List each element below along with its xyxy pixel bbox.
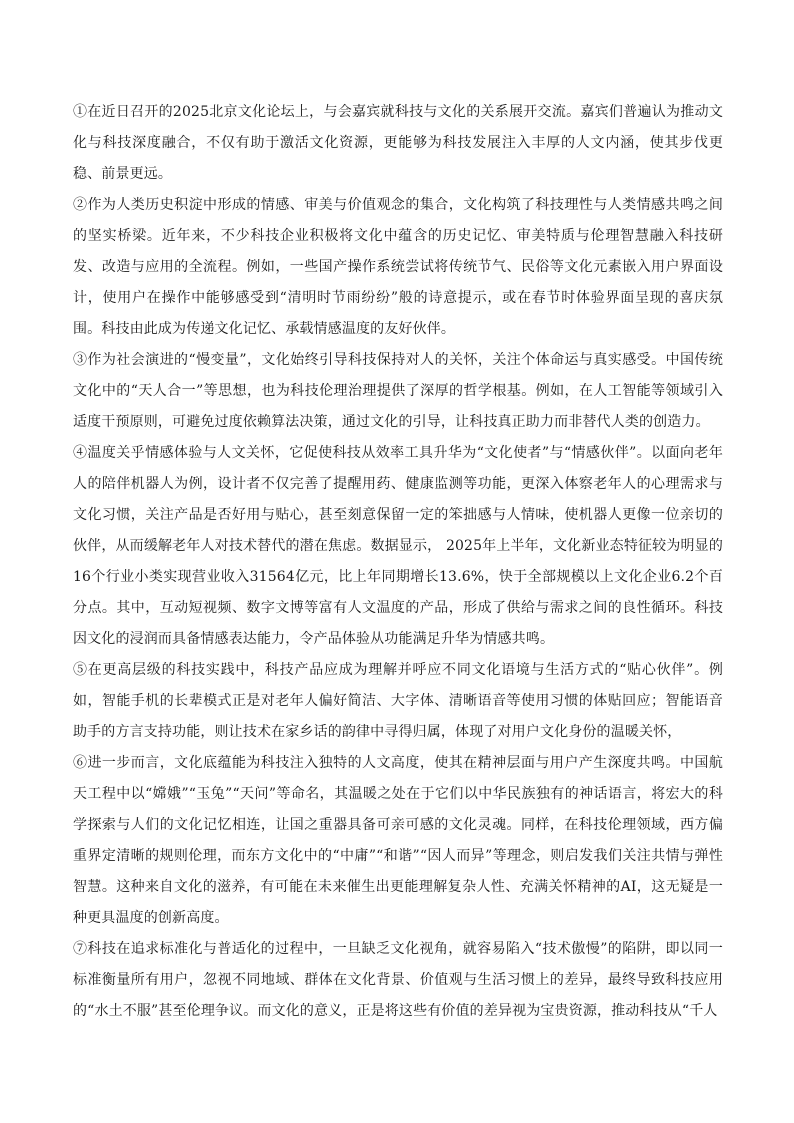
paragraph-7: ⑦科技在追求标准化与普适化的过程中，一旦缺乏文化视角，就容易陷入“技术傲慢”的陷阱，即以同一标准衡量所有用户，忽视不同地域、群体在文化背景、价值观与生活习惯上的差异，最终导致科技应用的“水土不服”甚至伦理争议。而文化的意义，正是将这些有价值的差异视为宝贵资源，推动科技从“千人 [73, 941, 723, 1019]
document-body [73, 97, 723, 1027]
paragraph-3: ③作为社会演进的“慢变量”，文化始终引导科技保持对人的关怀，关注个体命运与真实感受。中国传统文化中的“天人合一”等思想，也为科技伦理治理提供了深厚的哲学根基。例如，在人工智能等领域引入适度干预原则，可避免过度依赖算法决策，通过文化的引导，让科技真正助力而非替代人类的创造力。 [73, 352, 723, 430]
paragraph-5: ⑤在更高层级的科技实践中，科技产品应成为理解并呼应不同文化语境与生活方式的“贴心伙伴”。例如，智能手机的长辈模式正是对老年人偏好简洁、大字体、清晰语音等使用习惯的体贴回应；智能语音助手的方言支持功能，则让技术在家乡话的韵律中寻得归属，体现了对用户文化身份的温暖关怀， [73, 662, 723, 740]
paragraph-1: ①在近日召开的2025北京文化论坛上，与会嘉宾就科技与文化的关系展开交流。嘉宾们普遍认为推动文化与科技深度融合，不仅有助于激活文化资源，更能够为科技发展注入丰厚的人文内涵，使其步伐更稳、前景更远。 [73, 104, 723, 182]
paragraph-2: ②作为人类历史积淀中形成的情感、审美与价值观念的集合，文化构筑了科技理性与人类情感共鸣之间的坚实桥梁。近年来，不少科技企业积极将文化中蕴含的历史记忆、审美特质与伦理智慧融入科技研发、改造与应用的全流程。例如，一些国产操作系统尝试将传统节气、民俗等文化元素嵌入用户界面设计，使用户在操作中能够感受到“清明时节雨纷纷”般的诗意提示，或在春节时体验界面呈现的喜庆氛围。科技由此成为传递文化记忆、承载情感温度的友好伙伴。 [73, 197, 723, 337]
paragraph-6: ⑥进一步而言，文化底蕴能为科技注入独特的人文高度，使其在精神层面与用户产生深度共鸣。中国航天工程中以“嫦娥”“玉兔”“天问”等命名，其温暖之处在于它们以中华民族独有的神话语言，将宏大的科学探索与人们的文化记忆相连，让国之重器具备可亲可感的文化灵魂。同样，在科技伦理领域，西方偏重界定清晰的规则伦理，而东方文化中的“中庸”“和谐”“因人而异”等理念，则启发我们关注共情与弹性智慧。这种来自文化的滋养，有可能在未来催生出更能理解复杂人性、充满关怀精神的AI，这无疑是一种更具温度的创新高度。 [73, 755, 723, 926]
paragraph-4: ④温度关乎情感体验与人文关怀，它促使科技从效率工具升华为“文化使者”与“情感伙伴”。以面向老年人的陪伴机器人为例，设计者不仅完善了提醒用药、健康监测等功能，更深入体察老年人的心理需求与文化习惯，关注产品是否好用与贴心，甚至刻意保留一定的笨拙感与人情味，使机器人更像一位亲切的伙伴，从而缓解老年人对技术替代的潜在焦虑。数据显示， 2025年上半年，文化新业态特征较为明显的16个行业小类实现营业收入31564亿元，比上年同期增长13.6%，快于全部规模以上文化企业6.2个百分点。其中，互动短视频、数字文博等富有人文温度的产品，形成了供给与需求之间的良性循环。科技因文化的浸润而具备情感表达能力，令产品体验从功能满足升华为情感共鸣。 [73, 445, 723, 647]
